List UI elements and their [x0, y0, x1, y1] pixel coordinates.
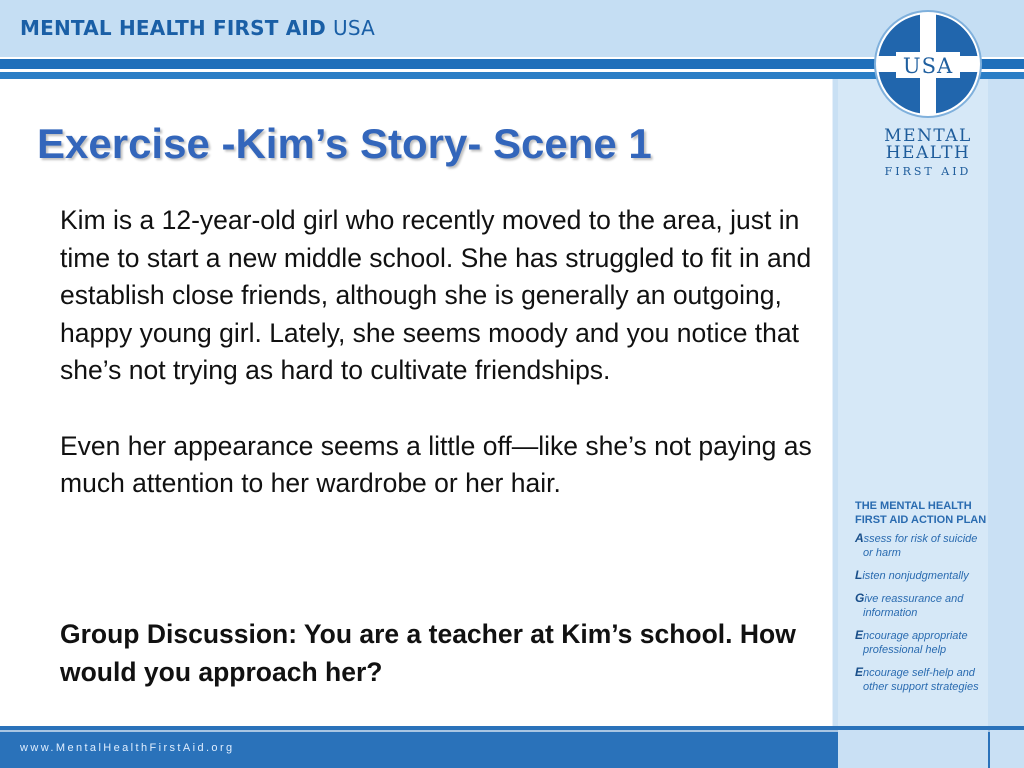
action-plan-text: ncourage appropriate — [863, 630, 968, 642]
action-plan-item — [855, 591, 1015, 620]
header-title-light: USA — [333, 16, 376, 40]
story-text — [60, 202, 820, 503]
header-stripe-dark — [0, 59, 1024, 69]
action-plan-text: isten nonjudgmentally — [862, 570, 969, 582]
action-plan-item — [855, 568, 1015, 583]
slide-title: Exercise -Kim’s Story- Scene 1 — [37, 120, 652, 167]
action-plan-text-cont: or harm — [863, 547, 901, 559]
action-plan-text: ive reassurance and — [864, 593, 964, 605]
action-plan-text: ncourage self-help and — [863, 667, 975, 679]
story-paragraph-2: Even her appearance seems a little off—like she’s not paying as much attention to her wardrobe or her hair. — [60, 430, 812, 499]
action-plan-text-cont: professional help — [863, 644, 947, 656]
action-plan-item — [855, 628, 1015, 657]
action-plan-letter: G — [855, 591, 865, 605]
logo-line-3: FIRST AID — [884, 165, 972, 178]
logo-wordmark — [852, 128, 1004, 180]
action-plan-item — [855, 531, 1015, 560]
logo-line-2: HEALTH — [885, 143, 971, 163]
story-paragraph-1: Kim is a 12-year-old girl who recently moved to the area, just in time to start a new middle school. She has struggled to fit in and establish close friends, although she is generally an outgoing, happy young girl. Lately, she seems moody and you notice that she’s not trying as hard to cultivate friendships. — [60, 205, 812, 386]
action-plan-text: ssess for risk of suicide — [863, 533, 978, 545]
header-stripe-medium — [0, 72, 1024, 79]
action-plan-heading-line-2: FIRST AID ACTION PLAN — [855, 514, 987, 526]
action-plan-letter: E — [855, 628, 864, 642]
action-plan-letter: E — [855, 665, 864, 679]
action-plan-heading-line-1: THE MENTAL HEALTH — [855, 500, 972, 512]
action-plan-text-cont: information — [863, 607, 918, 619]
logo-usa: USA — [902, 54, 954, 78]
header-title — [20, 16, 375, 40]
footer-sidebar-block-2 — [990, 730, 1024, 768]
footer-url: www.MentalHealthFirstAid.org — [20, 742, 235, 754]
action-plan-item — [855, 665, 1015, 694]
footer-sidebar-block — [838, 730, 988, 768]
action-plan — [855, 499, 1015, 702]
header-title-bold: MENTAL HEALTH FIRST AID — [20, 16, 326, 40]
action-plan-heading — [855, 499, 1015, 527]
action-plan-letter: L — [855, 568, 863, 582]
action-plan-text-cont: other support strategies — [863, 681, 979, 693]
action-plan-letter: A — [855, 531, 864, 545]
group-discussion-prompt: Group Discussion: You are a teacher at Kim’s school. How would you approach her? — [60, 619, 796, 687]
logo-line-1: MENTAL — [884, 126, 972, 146]
